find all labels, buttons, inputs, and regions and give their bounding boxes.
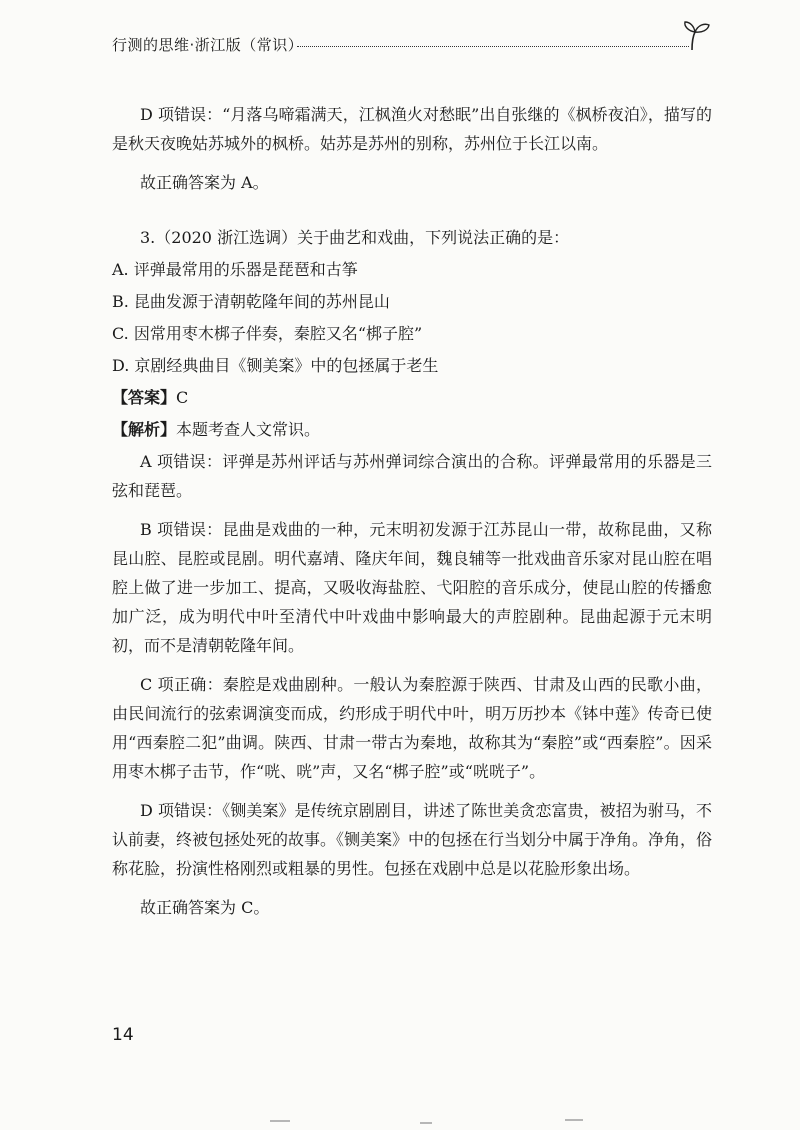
explanation-d: D 项错误：《铡美案》是传统京剧剧目，讲述了陈世美贪恋富贵，被招为驸马，不认前妻，终被包拯处死的故事。《铡美案》中的包拯在行当划分中属于净角。净角，俗称花脸，扮演性格刚烈或粗暴的男性。包拯在戏剧中总是以花脸形象出场。: [112, 801, 713, 878]
option-d-explanation-prev: D 项错误：“月落乌啼霜满天，江枫渔火对愁眠”出自张继的《枫桥夜泊》，描写的是秋天夜晚姑苏城外的枫桥。姑苏是苏州的别称，苏州位于长江以南。: [112, 105, 712, 153]
option-c: C. 因常用枣木梆子伴奏，秦腔又名“梆子腔”: [112, 324, 423, 343]
scan-mark: [420, 1122, 432, 1124]
explanation-c: C 项正确：秦腔是戏曲剧种。一般认为秦腔源于陕西、甘肃及山西的民歌小曲，由民间流行的弦索调演变而成，约形成于明代中叶，明万历抄本《钵中莲》传奇已使用“西秦腔二犯”曲调。陕西、甘肃一带古为秦地，故称其为“秦腔”或“西秦腔”。因采用枣木梆子击节，作“咣、咣”声，又名“梆子腔”或“咣咣子”。: [112, 675, 712, 781]
option-d: D. 京剧经典曲目《铡美案》中的包拯属于老生: [112, 356, 439, 375]
answer-value: C: [176, 388, 189, 407]
analysis-label: 【解析】: [112, 420, 177, 439]
explanation-b: B 项错误：昆曲是戏曲的一种，元末明初发源于江苏昆山一带，故称昆曲，又称昆山腔、昆腔或昆剧。明代嘉靖、隆庆年间，魏良辅等一批戏曲音乐家对昆山腔在唱腔上做了进一步加工、提高，又吸收海盐腔、弋阳腔的音乐成分，使昆山腔的传播愈加广泛，成为明代中叶至清代中叶戏曲中影响最大的声腔剧种。昆曲起源于元末明初，而不是清朝乾隆年间。: [112, 520, 712, 655]
header-dotted-rule: [297, 46, 689, 47]
question-stem: 3.（2020 浙江选调）关于曲艺和戏曲，下列说法正确的是：: [140, 228, 570, 247]
scan-mark: [565, 1119, 583, 1121]
previous-conclusion: 故正确答案为 A。: [140, 173, 269, 192]
answer-line: [112, 383, 712, 412]
final-conclusion: 故正确答案为 C。: [140, 898, 270, 917]
explanation-a: A 项错误：评弹是苏州评话与苏州弹词综合演出的合称。评弹最常用的乐器是三弦和琵琶。: [112, 452, 712, 500]
running-header: [112, 32, 712, 56]
analysis-line: [112, 415, 712, 444]
page-body: [112, 100, 712, 922]
option-b: B. 昆曲发源于清朝乾隆年间的苏州昆山: [112, 292, 390, 311]
page-number: 14: [112, 1025, 134, 1045]
sprout-icon: [678, 20, 712, 54]
scan-artifacts: [0, 1100, 800, 1130]
option-a: A. 评弹最常用的乐器是琵琶和古筝: [112, 260, 358, 279]
scan-mark: [270, 1120, 290, 1122]
analysis-text: 本题考查人文常识。: [176, 420, 321, 439]
answer-label: 【答案】: [112, 388, 177, 407]
header-title: 行测的思维·浙江版（常识）: [112, 36, 304, 54]
